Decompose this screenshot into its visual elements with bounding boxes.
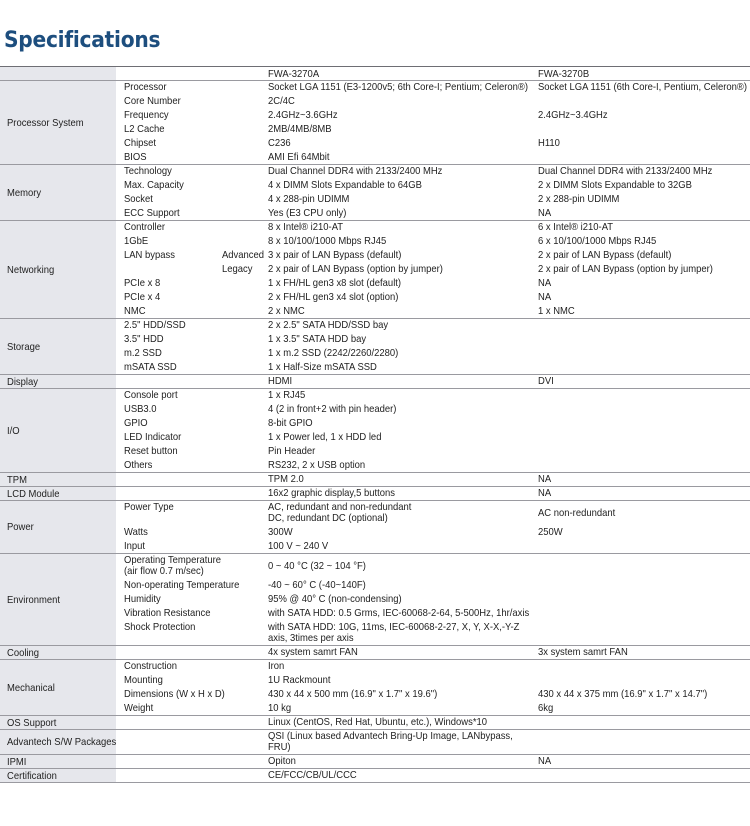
processor-system-value-a: Socket LGA 1151 (E3-1200v5; 6th Core-I; Pentium; Celeron®) [268,81,528,93]
environment-label-humidity: Humidity [124,593,161,605]
category-label: OS Support [7,716,57,729]
category-os-support [0,716,116,729]
power-value-a-line2: DC, redundant DC (optional) [268,512,388,524]
networking-label-1gbe: 1GbE [124,235,149,247]
networking-value-b: 2 x pair of LAN Bypass (default) [538,249,672,261]
networking-sublabel-advanced: Advanced [222,249,265,261]
memory-value-a: 4 x DIMM Slots Expandable to 64GB [268,179,422,191]
i-o-label-led-indicator: LED Indicator [124,431,182,443]
category-i-o [0,389,116,472]
os-support-value-a: Linux (CentOS, Red Hat, Ubuntu, etc.), Windows*10 [268,716,488,728]
cooling-value-a: 4x system samrt FAN [268,646,358,658]
category-label: LCD Module [7,487,60,500]
i-o-label-console-port: Console port [124,389,178,401]
memory-value-b: 2 x DIMM Slots Expandable to 32GB [538,179,692,191]
networking-label-lan-bypass: LAN bypass [124,249,175,261]
processor-system-value-a: C236 [268,137,291,149]
networking-value-a: 3 x pair of LAN Bypass (default) [268,249,402,261]
category-label: Certification [7,769,57,782]
networking-value-b: 6 x 10/100/1000 Mbps RJ45 [538,235,657,247]
processor-system-value-a: AMI Efi 64Mbit [268,151,330,163]
lcd-module-value-a: 16x2 graphic display,5 buttons [268,487,395,499]
power-label-power-type: Power Type [124,501,174,513]
page-title: Specifications [4,28,161,53]
networking-value-a: 1 x FH/HL gen3 x8 slot (default) [268,277,402,289]
processor-system-label-core-number: Core Number [124,95,181,107]
i-o-value-a: 1 x RJ45 [268,389,306,401]
category-label: Processor System [7,116,84,129]
category-label: I/O [7,424,20,437]
networking-value-a: 8 x 10/100/1000 Mbps RJ45 [268,235,387,247]
processor-system-label-bios: BIOS [124,151,147,163]
processor-system-label-frequency: Frequency [124,109,169,121]
environment-label-operating-temperature: Operating Temperature [124,554,222,566]
mechanical-value-a: 1U Rackmount [268,674,331,686]
storage-label-m-2-ssd: m.2 SSD [124,347,162,359]
category-mechanical [0,660,116,715]
i-o-label-usb3-0: USB3.0 [124,403,157,415]
memory-label-ecc-support: ECC Support [124,207,180,219]
processor-system-value-a: 2C/4C [268,95,295,107]
networking-label-controller: Controller [124,221,165,233]
storage-value-a: 1 x 3.5" SATA HDD bay [268,333,367,345]
category-memory [0,165,116,220]
ipmi-value-a: Opiton [268,755,296,767]
processor-system-label-processor: Processor [124,81,167,93]
environment-label-shock-protection: Shock Protection [124,621,196,633]
cooling-value-b: 3x system samrt FAN [538,646,628,658]
power-label-input: Input [124,540,146,552]
networking-label-pcie-x-4: PCIe x 4 [124,291,161,303]
memory-value-b: NA [538,207,552,219]
networking-value-a: 2 x FH/HL gen3 x4 slot (option) [268,291,399,303]
category-label: Mechanical [7,681,55,694]
certification-value-a: CE/FCC/CB/UL/CCC [268,769,357,781]
mechanical-value-b: 6kg [538,702,554,714]
lcd-module-value-b: NA [538,487,552,499]
storage-label-msata-ssd: mSATA SSD [124,361,177,373]
environment-value-a: 0 ~ 40 °C (32 ~ 104 °F) [268,560,366,572]
ipmi-value-b: NA [538,755,552,767]
networking-value-a: 8 x Intel® i210-AT [268,221,344,233]
i-o-value-a: 1 x Power led, 1 x HDD led [268,431,382,443]
category-certification [0,769,116,782]
table-bottom-rule [0,782,750,783]
category-tpm [0,473,116,486]
processor-system-value-b: 2.4GHz~3.4GHz [538,109,608,121]
tpm-value-a: TPM 2.0 [268,473,304,485]
memory-value-a: Yes (E3 CPU only) [268,207,347,219]
category-label: IPMI [7,755,27,768]
header-category-cell [0,67,116,80]
processor-system-value-a: 2MB/4MB/8MB [268,123,332,135]
mechanical-label-mounting: Mounting [124,674,163,686]
header-fwa-3270a: FWA-3270A [268,68,320,80]
environment-value-a: -40 ~ 60° C (-40~140F) [268,579,366,591]
networking-value-b: 2 x pair of LAN Bypass (option by jumper) [538,263,713,275]
tpm-value-b: NA [538,473,552,485]
power-value-b: AC non-redundant [538,507,616,519]
category-display [0,375,116,388]
mechanical-label-construction: Construction [124,660,178,672]
mechanical-value-a: 430 x 44 x 500 mm (16.9" x 1.7" x 19.6") [268,688,438,700]
i-o-value-a: Pin Header [268,445,316,457]
networking-label-nmc: NMC [124,305,146,317]
memory-value-b: Dual Channel DDR4 with 2133/2400 MHz [538,165,713,177]
environment-value-a-line2: axis, 3times per axis [268,632,354,644]
processor-system-label-l2-cache: L2 Cache [124,123,165,135]
storage-label-3-5-hdd: 3.5" HDD [124,333,164,345]
i-o-value-a: 4 (2 in front+2 with pin header) [268,403,397,415]
power-value-a: 300W [268,526,293,538]
storage-label-2-5-hdd-ssd: 2.5" HDD/SSD [124,319,186,331]
memory-label-socket: Socket [124,193,153,205]
memory-label-technology: Technology [124,165,172,177]
category-processor-system [0,81,116,164]
processor-system-value-b: Socket LGA 1151 (6th Core-I, Pentium, Celeron®) [538,81,748,93]
networking-value-b: NA [538,291,552,303]
memory-value-a: Dual Channel DDR4 with 2133/2400 MHz [268,165,443,177]
networking-value-a: 2 x pair of LAN Bypass (option by jumper) [268,263,443,275]
power-value-a: 100 V ~ 240 V [268,540,329,552]
category-storage [0,319,116,374]
i-o-value-a: 8-bit GPIO [268,417,313,429]
category-label: TPM [7,473,27,486]
display-value-a: HDMI [268,375,293,387]
advantech-s-w-packages-value-a: QSI (Linux based Advantech Bring-Up Image, LANbypass, [268,730,513,742]
environment-label-non-operating-temperature: Non-operating Temperature [124,579,240,591]
networking-label-pcie-x-8: PCIe x 8 [124,277,161,289]
environment-label-vibration-resistance: Vibration Resistance [124,607,211,619]
category-lcd-module [0,487,116,500]
memory-value-b: 2 x 288-pin UDIMM [538,193,620,205]
i-o-label-others: Others [124,459,153,471]
environment-label-note: (air flow 0.7 m/sec) [124,565,204,577]
networking-value-b: NA [538,277,552,289]
environment-value-a: 95% @ 40° C (non-condensing) [268,593,402,605]
storage-value-a: 1 x m.2 SSD (2242/2260/2280) [268,347,399,359]
memory-label-max-capacity: Max. Capacity [124,179,184,191]
category-ipmi [0,755,116,768]
header-fwa-3270b: FWA-3270B [538,68,590,80]
networking-value-b: 1 x NMC [538,305,575,317]
advantech-s-w-packages-value-a-line2: FRU) [268,741,291,753]
i-o-label-reset-button: Reset button [124,445,178,457]
environment-value-a: with SATA HDD: 10G, 11ms, IEC-60068-2-27, X, Y, X-X,-Y-Z [268,621,520,633]
category-label: Cooling [7,646,40,659]
processor-system-value-b: H110 [538,137,560,149]
category-label: Environment [7,593,61,606]
power-value-b: 250W [538,526,563,538]
category-label: Display [7,375,38,388]
storage-value-a: 1 x Half-Size mSATA SSD [268,361,377,373]
processor-system-value-a: 2.4GHz~3.6GHz [268,109,338,121]
networking-value-b: 6 x Intel® i210-AT [538,221,614,233]
mechanical-value-a: 10 kg [268,702,292,714]
power-label-watts: Watts [124,526,148,538]
category-label: Power [7,521,34,533]
memory-value-a: 4 x 288-pin UDIMM [268,193,350,205]
category-environment [0,554,116,645]
category-power [0,501,116,553]
networking-sublabel-legacy: Legacy [222,263,253,275]
mechanical-value-b: 430 x 44 x 375 mm (16.9" x 1.7" x 14.7") [538,688,708,700]
category-label: Advantech S/W Packages [7,736,117,748]
processor-system-label-chipset: Chipset [124,137,157,149]
category-advantech-s-w-packages [0,730,116,754]
category-networking [0,221,116,318]
category-label: Memory [7,186,42,199]
category-label: Storage [7,340,41,353]
environment-value-a: with SATA HDD: 0.5 Grms, IEC-60068-2-64, 5-500Hz, 1hr/axis [268,607,530,619]
display-value-b: DVI [538,375,554,387]
i-o-value-a: RS232, 2 x USB option [268,459,366,471]
category-cooling [0,646,116,659]
i-o-label-gpio: GPIO [124,417,148,429]
mechanical-label-dimensions-w-x-h-x-d: Dimensions (W x H x D) [124,688,225,700]
mechanical-label-weight: Weight [124,702,154,714]
mechanical-value-a: Iron [268,660,285,672]
networking-value-a: 2 x NMC [268,305,305,317]
power-value-a: AC, redundant and non-redundant [268,501,412,513]
category-label: Networking [7,263,55,276]
storage-value-a: 2 x 2.5" SATA HDD/SSD bay [268,319,389,331]
